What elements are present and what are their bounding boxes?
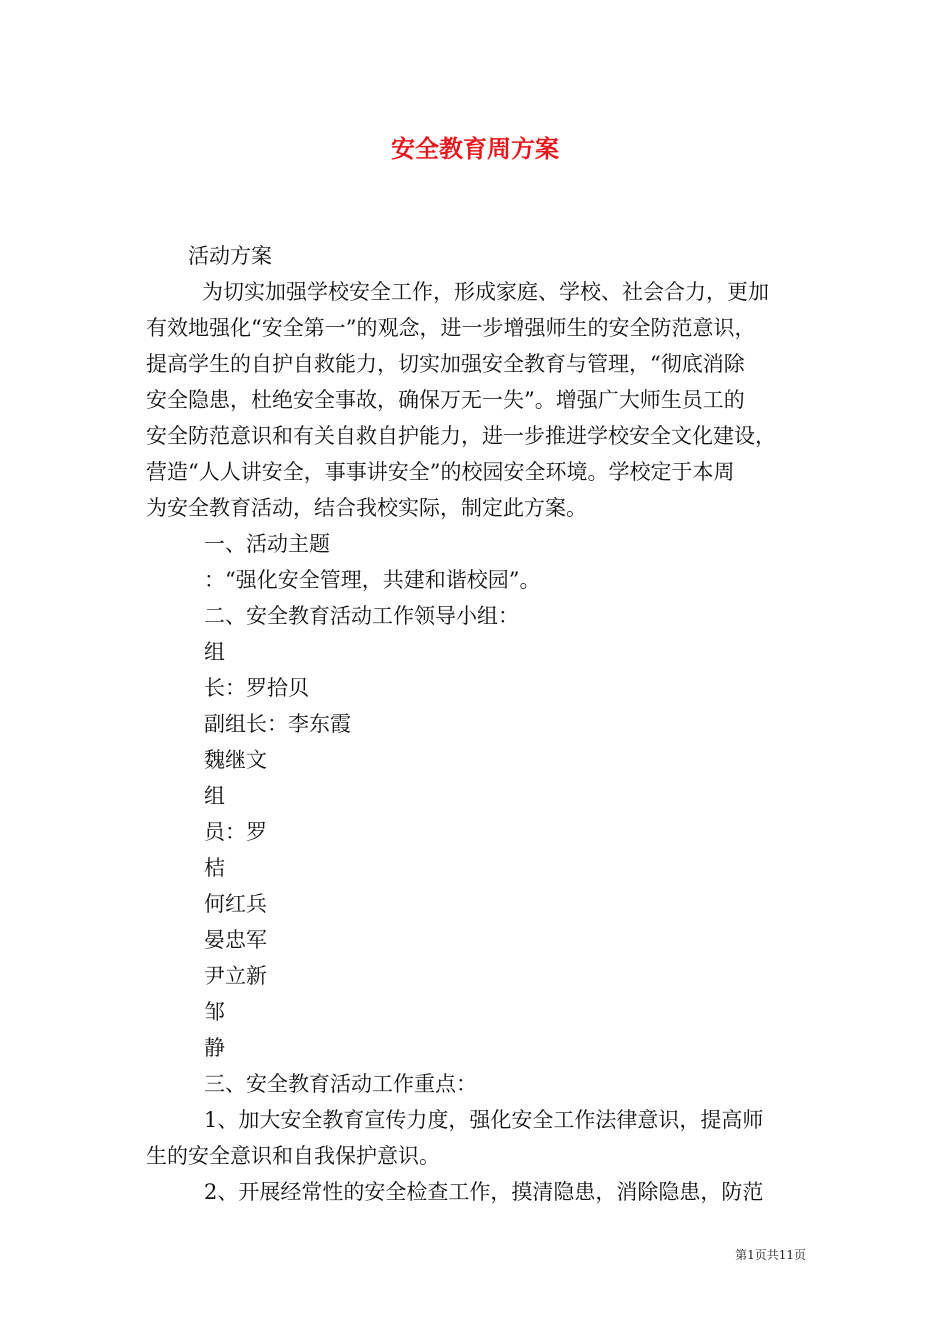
document-body (146, 238, 818, 1210)
text-line: 为安全教育活动，结合我校实际，制定此方案。 (146, 496, 587, 520)
text-line: 为切实加强学校安全工作，形成家庭、学校、社会合力，更加 (202, 280, 769, 304)
text-line: 安全防范意识和有关自救自护能力，进一步推进学校安全文化建设， (146, 424, 776, 448)
text-line: 邹 (204, 1000, 225, 1024)
text-line: 桔 (204, 856, 225, 880)
text-line: 活动方案 (188, 244, 272, 268)
text-line: 营造“人人讲安全，事事讲安全”的校园安全环境。学校定于本周 (146, 460, 735, 484)
text-line: 长：罗拾贝 (204, 676, 309, 700)
text-line: 尹立新 (204, 964, 267, 988)
text-line: 二、安全教育活动工作领导小组： (204, 604, 519, 628)
text-line: 2、开展经常性的安全检查工作，摸清隐患，消除隐患，防范 (204, 1180, 764, 1204)
text-line: 提高学生的自护自救能力，切实加强安全教育与管理，“彻底消除 (146, 352, 745, 376)
text-line: 生的安全意识和自我保护意识。 (146, 1144, 440, 1168)
text-line: 静 (204, 1036, 225, 1060)
page-number: 第1页共11页 (735, 1248, 806, 1262)
text-line: 组 (204, 784, 225, 808)
text-line: ：“强化安全管理，共建和谐校园”。 (204, 568, 541, 592)
text-line: 一、活动主题 (204, 532, 330, 556)
text-line: 副组长：李东霞 (204, 712, 351, 736)
text-line: 组 (204, 640, 225, 664)
text-line: 有效地强化“安全第一”的观念，进一步增强师生的安全防范意识， (146, 316, 756, 340)
text-line: 晏忠军 (204, 928, 267, 952)
text-line: 魏继文 (204, 748, 267, 772)
page-title: 安全教育周方案 (391, 134, 559, 163)
text-line: 何红兵 (204, 892, 267, 916)
text-line: 1、加大安全教育宣传力度，强化安全工作法律意识，提高师 (204, 1108, 764, 1132)
text-line: 员：罗 (204, 820, 267, 844)
text-line: 三、安全教育活动工作重点： (204, 1072, 477, 1096)
text-line: 安全隐患，杜绝安全事故，确保万无一失”。增强广大师生员工的 (146, 388, 745, 412)
